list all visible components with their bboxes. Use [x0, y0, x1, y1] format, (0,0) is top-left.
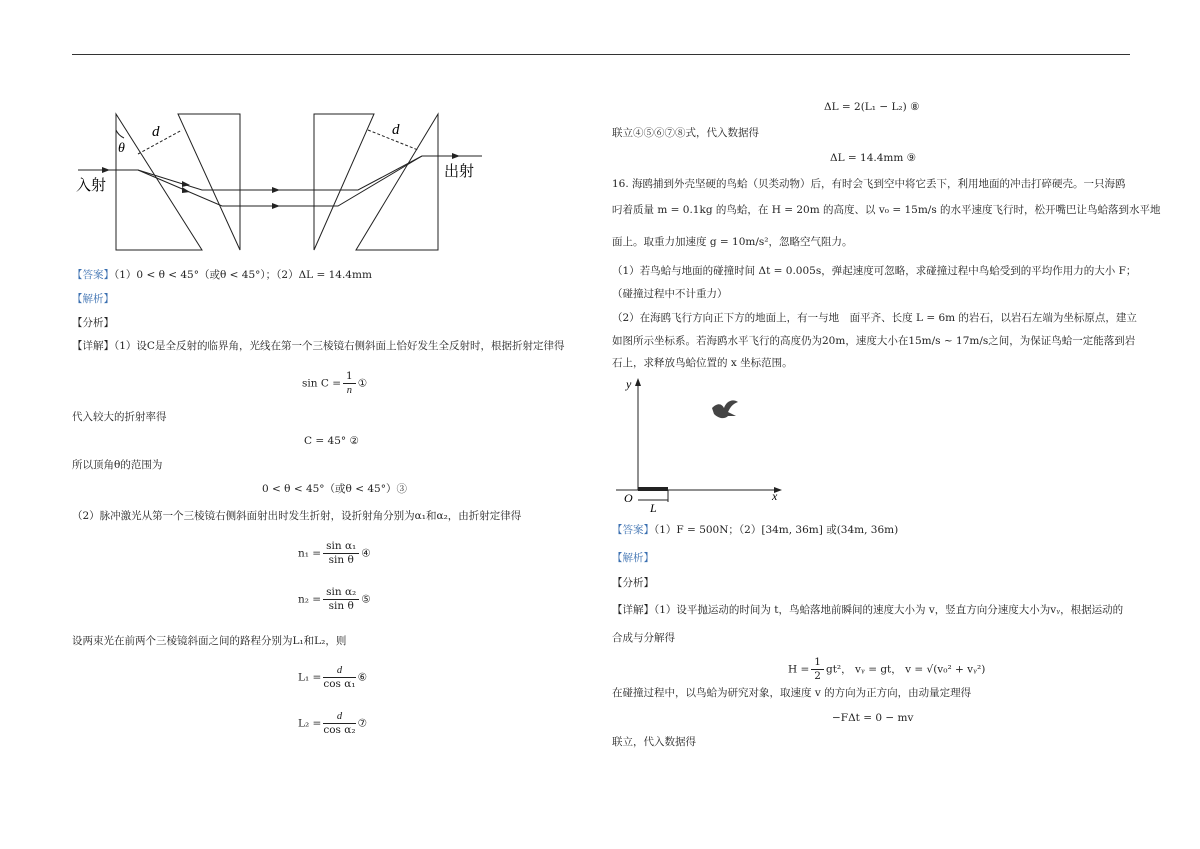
answer-line: 【答案】（1）0 < θ < 45°（或θ < 45°）；（2）ΔL = 14.4mm: [72, 269, 372, 281]
equation-1: sin C = $\frac{1}{n}$ ①: [302, 370, 368, 396]
final-line: 联立，代入数据得: [612, 736, 696, 748]
analysis-tag-2: 【解析】: [612, 552, 654, 564]
q16-sub2-line-3: 石上，求释放鸟蛤位置的 x 坐标范围。: [612, 357, 793, 369]
x-axis-label: x: [772, 489, 778, 503]
entry-label: 入射: [76, 178, 107, 194]
q16-sub2-line-1: （2）在海鸥飞行方向正下方的地面上，有一与地 面平齐、长度 L = 6m 的岩石，以岩石左端为坐标原点，建立: [612, 312, 1137, 324]
part2-text: （2）脉冲激光从第一个三棱镜右侧斜面射出时发生折射，设折射角分别为α₁和α₂，由折射定律得: [72, 510, 522, 522]
prism-3: [314, 114, 374, 250]
rock-length-label: L: [650, 501, 657, 515]
theta-label: θ: [118, 141, 125, 156]
seagull-icon: [712, 400, 738, 418]
exit-label: 出射: [444, 164, 475, 180]
d-label-right: d: [392, 122, 400, 138]
q16-sub1-line-1: （1）若鸟蛤与地面的碰撞时间 Δt = 0.005s，弹起速度可忽略，求碰撞过程中鸟蛤受到的平均作用力的大小 F；: [612, 265, 1137, 277]
collision-line: 在碰撞过程中，以鸟蛤为研究对象，取速度 v 的方向为正方向，由动量定理得: [612, 687, 972, 699]
coordinate-figure: [612, 376, 792, 516]
header-rule: [72, 54, 1130, 55]
q16-sub2-line-2: 如图所示坐标系。若海鸥水平飞行的高度仍为20m，速度大小在15m/s ~ 17m/s之间，为保证鸟蛤一定能落到岩: [612, 335, 1136, 347]
q16-sub1-line-2: （碰撞过程中不计重力）: [612, 288, 728, 300]
combine-line: 联立④⑤⑥⑦⑧式，代入数据得: [612, 127, 759, 139]
equation-9: ΔL = 14.4mm ⑨: [830, 152, 917, 164]
range-line: 所以顶角θ的范围为: [72, 459, 163, 471]
answer-line-2: 【答案】（1）F = 500N；（2）[34m, 36m] 或(34m, 36m): [612, 524, 899, 536]
detail-line-2: 合成与分解得: [612, 632, 675, 644]
analysis-tag: 【解析】: [72, 293, 114, 305]
equation-6: L₁ = $\frac{d}{\text{cos α₁}}$ ⑥: [298, 665, 367, 690]
analysis-head: 【分析】: [72, 317, 114, 329]
q16-line-3: 面上。取重力加速度 g = 10m/s²，忽略空气阻力。: [612, 236, 853, 248]
q16-line-1: 16. 海鸥捕到外壳坚硬的鸟蛤（贝类动物）后，有时会飞到空中将它丢下，利用地面的冲击打碎硬壳。一只海鸥: [612, 178, 1126, 190]
equation-8: ΔL = 2(L₁ − L₂) ⑧: [824, 101, 920, 113]
rock: [638, 487, 668, 491]
equation-7: L₂ = $\frac{d}{\text{cos α₂}}$ ⑦: [298, 711, 367, 736]
detail-text: 【详解】（1）设C是全反射的临界角，光线在第一个三棱镜右侧斜面上恰好发生全反射时，根据折射定律得: [72, 340, 565, 352]
equation-5: n₂ = $\frac{\text{sin α₂}}{\text{sin θ}}$ ⑤: [298, 586, 371, 612]
detail-line-1: 【详解】（1）设平抛运动的时间为 t，鸟蛤落地前瞬间的速度大小为 v，竖直方向分速度大小为vᵧ，根据运动的: [612, 604, 1124, 616]
prism-figure: [72, 108, 492, 258]
y-axis-label: y: [626, 377, 632, 391]
prism-2: [178, 114, 240, 250]
equation-3: 0 < θ < 45°（或θ < 45°）③: [262, 483, 407, 495]
analysis-head-2: 【分析】: [612, 577, 654, 589]
equation-H: H = $\frac{1}{2}$ gt²， vᵧ = gt， v = √(v₀² + vᵧ²): [788, 656, 986, 682]
origin-label: O: [624, 491, 633, 505]
substitute-line: 代入较大的折射率得: [72, 411, 167, 423]
equation-momentum: −FΔt = 0 − mv: [832, 712, 914, 724]
equation-2: C = 45° ②: [304, 435, 359, 447]
q16-line-2: 叼着质量 m = 0.1kg 的鸟蛤，在 H = 20m 的高度、以 v₀ = 15m/s 的水平速度飞行时，松开嘴巴让鸟蛤落到水平地: [612, 204, 1161, 216]
equation-4: n₁ = $\frac{\text{sin α₁}}{\text{sin θ}}$ ④: [298, 540, 371, 566]
paths-line: 设两束光在前两个三棱镜斜面之间的路程分别为L₁和L₂，则: [72, 635, 347, 647]
d-label-left: d: [152, 124, 160, 140]
